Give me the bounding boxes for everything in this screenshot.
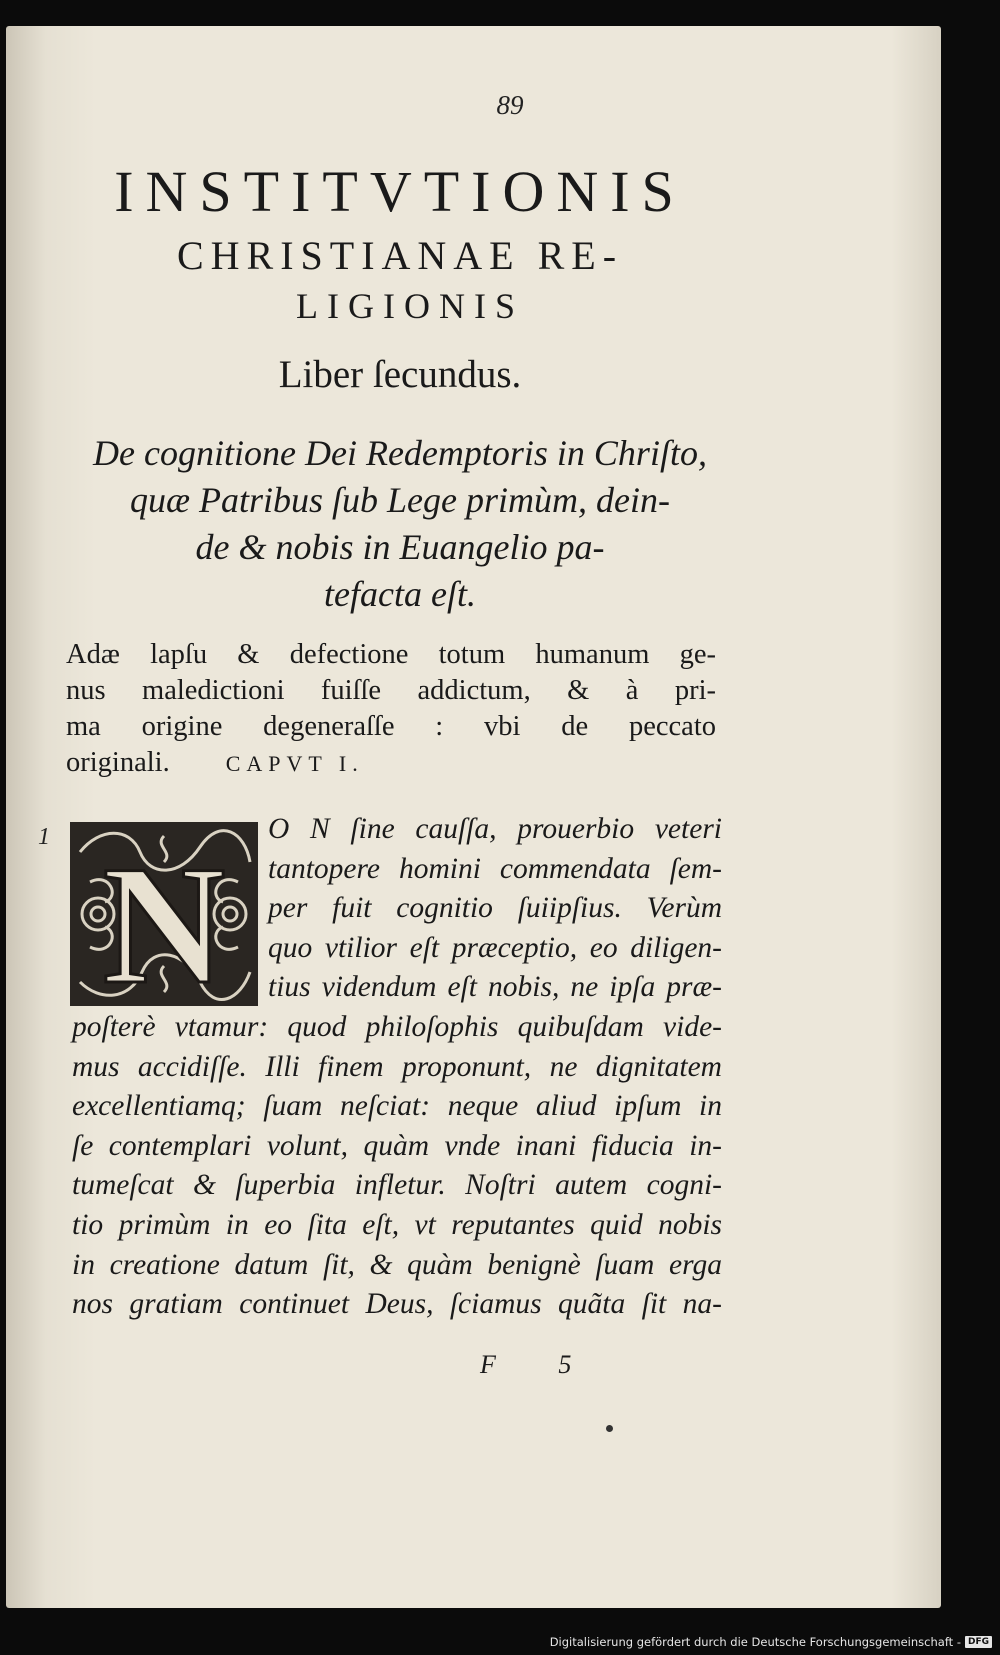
- subtitle: [60, 430, 740, 618]
- subtitle-line: quæ Patribus ſub Lege primùm, dein-: [130, 480, 670, 520]
- body-text: [72, 810, 722, 1325]
- body-line: mus accidiſſe. Illi finem proponunt, ne dignitatem: [72, 1050, 722, 1083]
- page-number: 89: [496, 90, 524, 120]
- body-line: tumeſcat & ſuperbia infletur. Noſtri autem cogni-: [72, 1169, 722, 1202]
- margin-section-number: 1: [38, 824, 50, 850]
- body-line: in creatione datum ſit, & quàm benignè ſuam erga: [72, 1248, 722, 1281]
- book-label: Liber ſecundus.: [278, 353, 522, 396]
- credit-text: Digitalisierung gefördert durch die Deutsche Forschungsgemeinschaft -: [549, 1635, 961, 1649]
- digitization-credit: [550, 1635, 992, 1649]
- chapter-heading-line: Adæ lapſu & defectione totum humanum ge-: [66, 639, 716, 670]
- body-line: excellentiamq; ſuam neſciat: neque aliud ipſum in: [72, 1090, 722, 1123]
- body-line: quo vtilior eſt præceptio, eo diligen-: [268, 931, 722, 964]
- chapter-heading: [66, 637, 716, 782]
- body-line: poſterè vtamur: quod philoſophis quibuſdam vide-: [72, 1010, 722, 1043]
- subtitle-line: de & nobis in Euangelio pa-: [195, 527, 605, 567]
- drop-cap-letter: N: [102, 831, 226, 1006]
- chapter-heading-last: originali.: [66, 747, 170, 778]
- dfg-logo-icon: DFG: [965, 1636, 992, 1648]
- body-line: tantopere homini commendata ſem-: [268, 852, 722, 885]
- chapter-heading-last-line: [66, 745, 716, 782]
- signature-mark: F 5: [480, 1350, 600, 1379]
- body-line: O N ſine cauſſa, prouerbio veteri: [268, 813, 722, 845]
- body-line: ſe contemplari volunt, quàm vnde inani fiducia in-: [72, 1129, 722, 1162]
- title-line-1: INSTITVTIONIS: [114, 159, 686, 224]
- title-line-3: LIGIONIS: [296, 286, 524, 326]
- chapter-heading-line: nus maledictioni fuiſſe addictum, & à pri-: [66, 675, 716, 706]
- ink-dot: [606, 1425, 613, 1432]
- body-line: per fuit cognitio ſuiipſius. Verùm: [268, 892, 722, 925]
- subtitle-line: De cognitione Dei Redemptoris in Chriſto,: [93, 433, 707, 473]
- subtitle-line: tefacta eſt.: [324, 574, 476, 614]
- title-line-2: CHRISTIANAE RE-: [176, 233, 624, 278]
- body-line: tius videndum eſt nobis, ne ipſa præ-: [268, 971, 722, 1004]
- body-line: tio primùm in eo ſita eſt, vt reputantes quid nobis: [72, 1208, 722, 1241]
- body-line: nos gratiam continuet Deus, ſciamus quãta ſit na-: [72, 1288, 722, 1321]
- chapter-caput: CAPVT I.: [225, 751, 364, 776]
- chapter-heading-line: ma origine degeneraſſe : vbi de peccato: [66, 711, 716, 742]
